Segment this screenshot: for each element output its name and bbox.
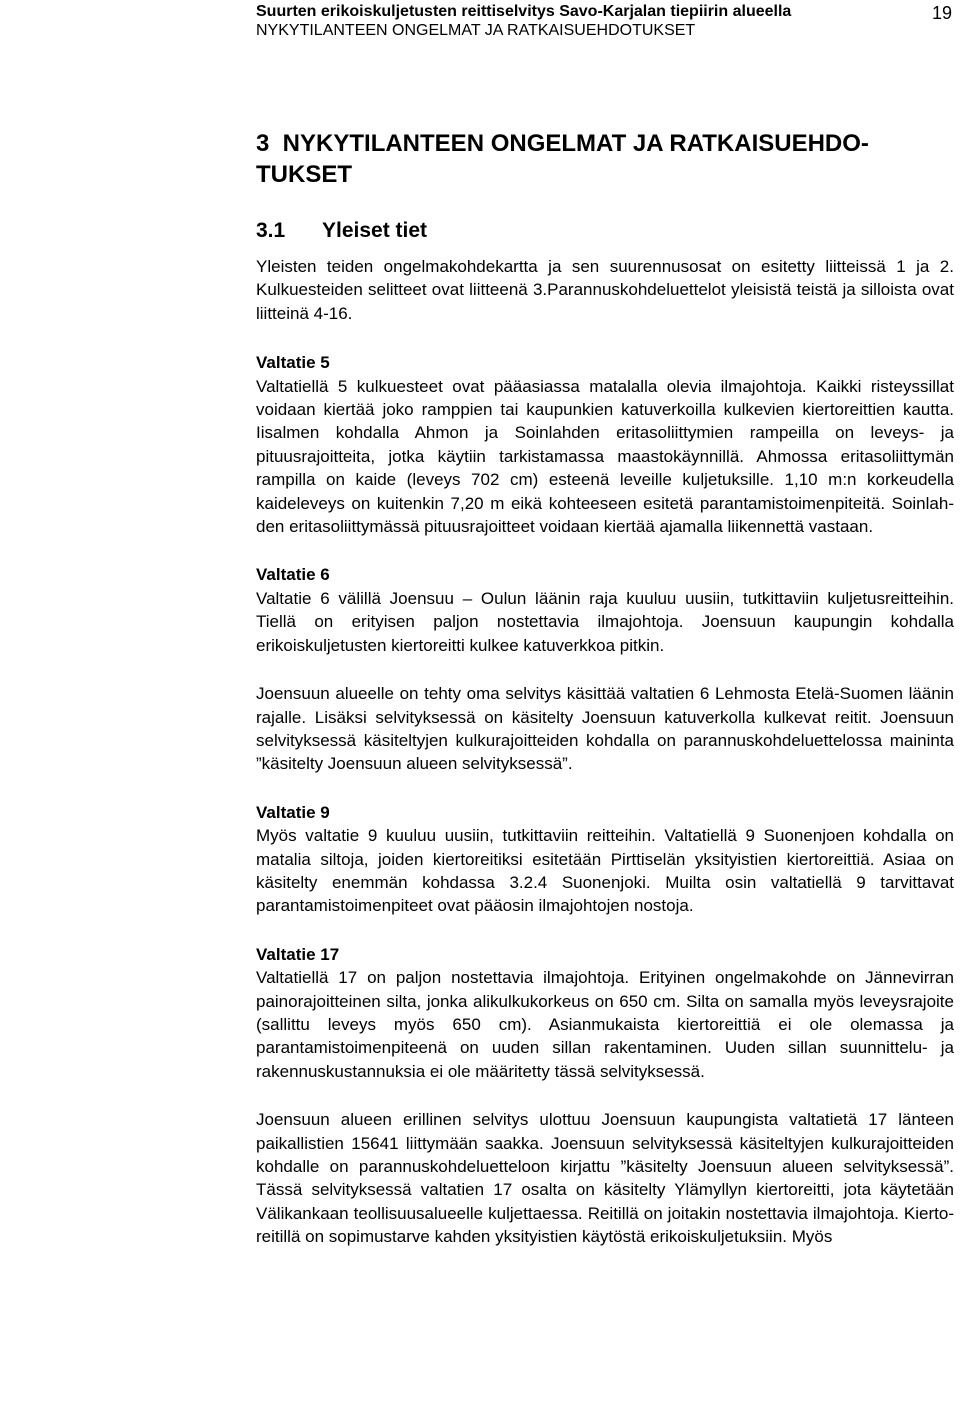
subsection-heading: Valtatie 9	[256, 802, 330, 822]
page-body	[256, 128, 954, 1249]
page-number: 19	[931, 3, 952, 23]
chapter-heading	[256, 128, 956, 190]
subsection-valtatie-17	[256, 943, 954, 1083]
subsection-heading: Valtatie 5	[256, 353, 330, 373]
section-intro-paragraph: Yleisten teiden ongelmakohdekartta ja sen suurennusosat on esitetty liitteissä 1 ja 2. Kulkuesteiden selitteet ovat liitteenä 3.Parannuskohdeluettelot yleisistä teistä ja silloista ovat liitteinä 4-16.	[256, 257, 954, 323]
paragraph-block	[256, 1108, 954, 1248]
subsection-valtatie-5	[256, 351, 954, 538]
chapter-heading-line2: TUKSET	[256, 161, 352, 188]
section-heading	[256, 218, 954, 244]
paragraph-block	[256, 682, 954, 776]
running-header	[256, 2, 952, 40]
section-number: 3.1	[256, 219, 286, 242]
body-paragraph: Myös valtatie 9 kuuluu uusiin, tutkittaviin reitteihin. Valtatiellä 9 Suonenjoen kohdalla on matalia siltoja, joiden kiertoreitiksi esitetään Pirttiselän yksityistien kiertoreittiä. Asiaa on käsitelty enemmän kohdassa 3.2.4 Suonenjoki. Muilta osin valtatiellä 9 tarvittavat parantamistoimenpiteet ovat pääosin ilmajohtojen nostoja.	[256, 826, 954, 916]
body-paragraph: Joensuun alueelle on tehty oma selvitys käsittää valtatien 6 Lehmosta Etelä-Suomen läänin rajalle. Lisäksi selvityksessä on käsitelty Joensuun katuverkolla kulkevat reitit. Joensuun selvityksessä käsiteltyjen kulkurajoitteiden kohdalla on parannuskohdeluettelossa maininta ”käsitelty Joensuun alueen selvityksessä”.	[256, 684, 954, 774]
subsection-valtatie-9	[256, 801, 954, 918]
body-paragraph: Joensuun alueen erillinen selvitys ulottuu Joensuun kaupungista valtatietä 17 länteen paikallistien 15641 liittymään saakka. Joensuun selvityksessä käsiteltyjen kulkurajoitteiden kohdalle on parannuskohdeluetteloon kirjattu ”käsitelty Joensuun alueen selvityksessä”. Tässä selvityksessä valtatien 17 osalta on käsitelty Ylämyllyn kiertoreitti, jota käytetään Välikankaan teollisuusalueelle kuljettaessa. Reitillä on joitakin nostettavia ilmajohtoja. Kiertoreitillä on sopimustarve kahden yksityistien käytöstä erikoiskuljetuksiin. Myös	[256, 1110, 954, 1247]
subsection-heading: Valtatie 17	[256, 944, 340, 964]
body-paragraph: Valtatiellä 5 kulkuesteet ovat pääasiassa matalalla olevia ilmajohtoja. Kaikki risteyssillat voidaan kiertää joko ramppien tai kaupunkien katuverkoilla kulkevien kiertoreittien kautta. Iisalmen kohdalla Ahmon ja Soinlahden eritasoliittymien rampeilla on leveys- ja pituusrajoitteita, jotka käytiin tarkistamassa maastokäynnillä. Ahmossa eritasoliittymän rampilla on kaide (leveys 702 cm) esteenä leveille kuljetuksille. 1,10 m:n korkeudella kaideleveys on kuitenkin 7,20 m eikä kohteeseen esitetä parantamistoimenpiteitä. Soinlahden eritasoliittymässä pituusrajoitteet voidaan kiertää ajamalla liikennettä vastaan.	[256, 376, 954, 537]
header-report-title: Suurten erikoiskuljetusten reittiselvitys Savo-Karjalan tiepiirin alueella	[256, 3, 792, 20]
subsection-valtatie-6	[256, 563, 954, 657]
body-paragraph: Valtatie 6 välillä Joensuu – Oulun läänin raja kuuluu uusiin, tutkittaviin kuljetusreitteihin. Tiellä on erityisen paljon nostettavia ilmajohtoja. Joensuun kaupungin kohdalla erikoiskuljetusten kiertoreitti kulkee katuverkkoa pitkin.	[256, 588, 954, 655]
chapter-heading-line1: 3 NYKYTILANTEEN ONGELMAT JA RATKAISUEHDO-	[256, 130, 869, 157]
body-paragraph: Valtatiellä 17 on paljon nostettavia ilmajohtoja. Erityinen ongelmakohde on Jännevirran painorajoitteinen silta, jonka alikulkukorkeus on 650 cm. Silta on samalla myös leveysrajoite (sallittu leveys myös 650 cm). Asianmukaista kiertoreittiä ei ole olemassa ja parantamistoimenpiteenä on uuden sillan rakentaminen. Uuden sillan suunnittelu- ja rakennuskustannuksia ei ole määritetty tässä selvityksessä.	[256, 968, 954, 1081]
header-chapter-title: NYKYTILANTEEN ONGELMAT JA RATKAISUEHDOTUKSET	[256, 22, 696, 39]
subsection-heading: Valtatie 6	[256, 565, 330, 585]
section-title: Yleiset tiet	[322, 219, 428, 242]
